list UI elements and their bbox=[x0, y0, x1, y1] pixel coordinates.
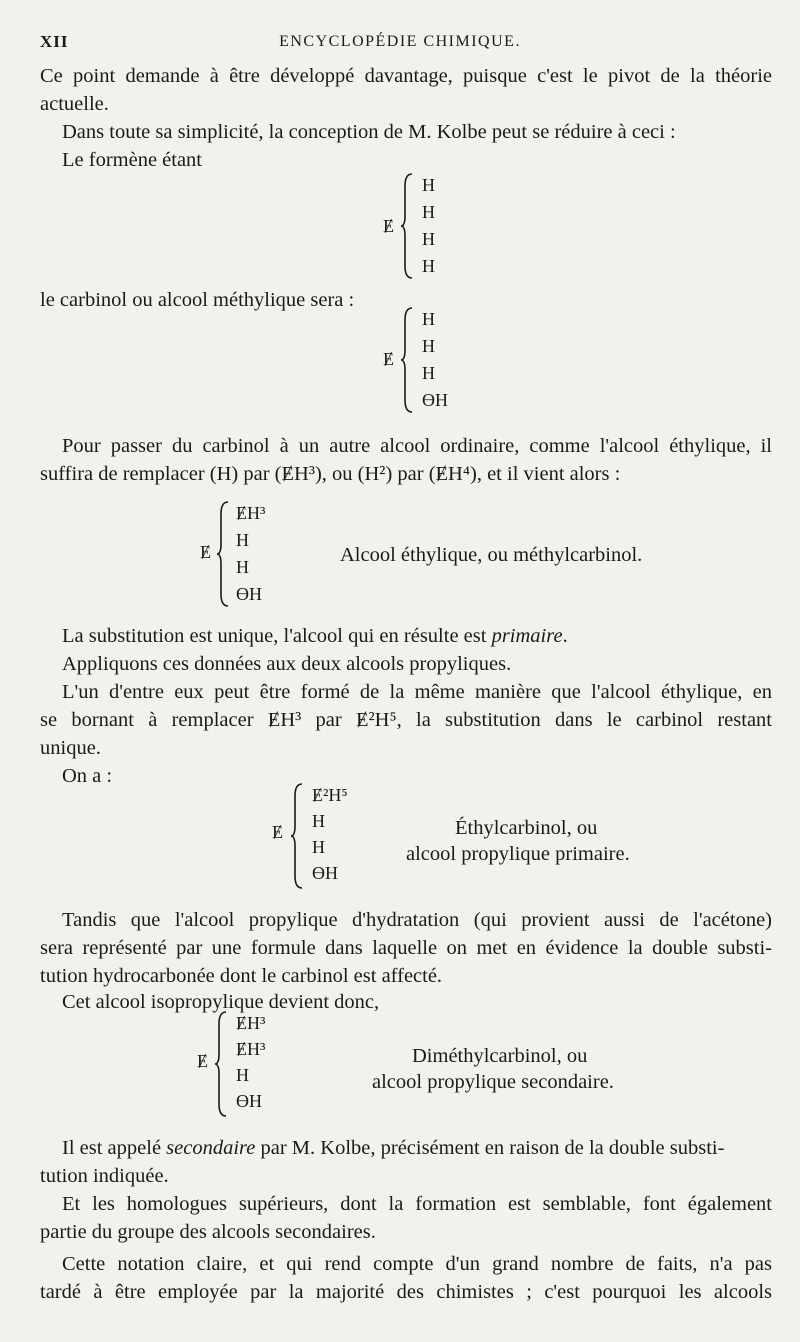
page-number: XII bbox=[40, 32, 69, 51]
text-line: Appliquons ces données aux deux alcools propyliques. bbox=[62, 653, 512, 675]
brace-icon bbox=[216, 500, 230, 608]
text-line: Pour passer du carbinol à un autre alcool ordinaire, comme l'alcool éthylique, il bbox=[62, 435, 772, 457]
group: H bbox=[236, 557, 249, 577]
group: H bbox=[422, 256, 435, 276]
text-line: Il est appelé secondaire par M. Kolbe, précisément en raison de la double substi- bbox=[62, 1137, 725, 1159]
text-line: actuelle. bbox=[40, 93, 109, 115]
text-line: tardé à être employée par la majorité des chimistes ; c'est pourquoi les alcools bbox=[40, 1281, 772, 1303]
text-line: tution hydrocarbonée dont le carbinol est affecté. bbox=[40, 965, 443, 987]
text-line: suffira de remplacer (H) par (ɆH³), ou (H²) par (ɆH⁴), et il vient alors : bbox=[40, 463, 621, 485]
text-line: unique. bbox=[40, 737, 101, 759]
group: H bbox=[236, 1065, 249, 1085]
text-line: Et les homologues supérieurs, dont la formation est semblable, font également bbox=[62, 1193, 772, 1215]
group: H bbox=[422, 363, 435, 383]
carbon-symbol: Ɇ bbox=[200, 542, 211, 562]
text-line: L'un d'entre eux peut être formé de la même manière que l'alcool éthylique, en bbox=[62, 681, 772, 703]
text-line: Cette notation claire, et qui rend compte d'un grand nombre de faits, n'a pas bbox=[62, 1253, 772, 1275]
formula-label: alcool propylique secondaire. bbox=[372, 1071, 614, 1093]
formula-label: Éthylcarbinol, ou bbox=[455, 817, 598, 839]
group: H bbox=[422, 309, 435, 329]
group: ɆH³ bbox=[236, 1013, 266, 1033]
group: H bbox=[422, 336, 435, 356]
text-line: Tandis que l'alcool propylique d'hydratation (qui provient aussi de l'acétone) bbox=[62, 909, 772, 931]
formula-label: Alcool éthylique, ou méthylcarbinol. bbox=[340, 544, 643, 566]
group: ƟH bbox=[236, 584, 262, 604]
page-header bbox=[40, 32, 760, 56]
text-line: Ce point demande à être développé davantage, puisque c'est le pivot de la théorie bbox=[40, 65, 772, 87]
group: H bbox=[422, 202, 435, 222]
brace-icon bbox=[400, 306, 414, 414]
text-line: sera représenté par une formule dans laquelle on met en évidence la double substi- bbox=[40, 937, 772, 959]
group: H bbox=[312, 837, 325, 857]
group: Ɇ²H⁵ bbox=[312, 785, 348, 805]
group: H bbox=[422, 229, 435, 249]
text-line: Le formène étant bbox=[62, 149, 203, 171]
group: ƟH bbox=[422, 390, 448, 410]
group: H bbox=[236, 530, 249, 550]
brace-icon bbox=[214, 1010, 228, 1118]
text-line: Dans toute sa simplicité, la conception de M. Kolbe peut se réduire à ceci : bbox=[62, 121, 676, 143]
text-line: La substitution est unique, l'alcool qui en résulte est primaire. bbox=[62, 625, 568, 647]
running-title: ENCYCLOPÉDIE CHIMIQUE. bbox=[279, 33, 521, 50]
group: ƟH bbox=[312, 863, 338, 883]
formula-label: alcool propylique primaire. bbox=[406, 843, 630, 865]
group: ɆH³ bbox=[236, 503, 266, 523]
carbon-symbol: Ɇ bbox=[383, 349, 394, 369]
text-line: le carbinol ou alcool méthylique sera : bbox=[40, 289, 355, 311]
carbon-symbol: Ɇ bbox=[383, 216, 394, 236]
formula-label: Diméthylcarbinol, ou bbox=[412, 1045, 588, 1067]
group: ƟH bbox=[236, 1091, 262, 1111]
text-line: Cet alcool isopropylique devient donc, bbox=[62, 991, 380, 1013]
carbon-symbol: Ɇ bbox=[197, 1051, 208, 1071]
text-line: partie du groupe des alcools secondaires. bbox=[40, 1221, 376, 1243]
brace-icon bbox=[290, 782, 304, 890]
text-line: se bornant à remplacer ɆH³ par Ɇ²H⁵, la substitution dans le carbinol restant bbox=[40, 709, 772, 731]
text-line: tution indiquée. bbox=[40, 1165, 169, 1187]
group: H bbox=[312, 811, 325, 831]
brace-icon bbox=[400, 172, 414, 280]
group: H bbox=[422, 175, 435, 195]
carbon-symbol: Ɇ bbox=[272, 822, 283, 842]
group: ɆH³ bbox=[236, 1039, 266, 1059]
text-line: On a : bbox=[62, 765, 113, 787]
